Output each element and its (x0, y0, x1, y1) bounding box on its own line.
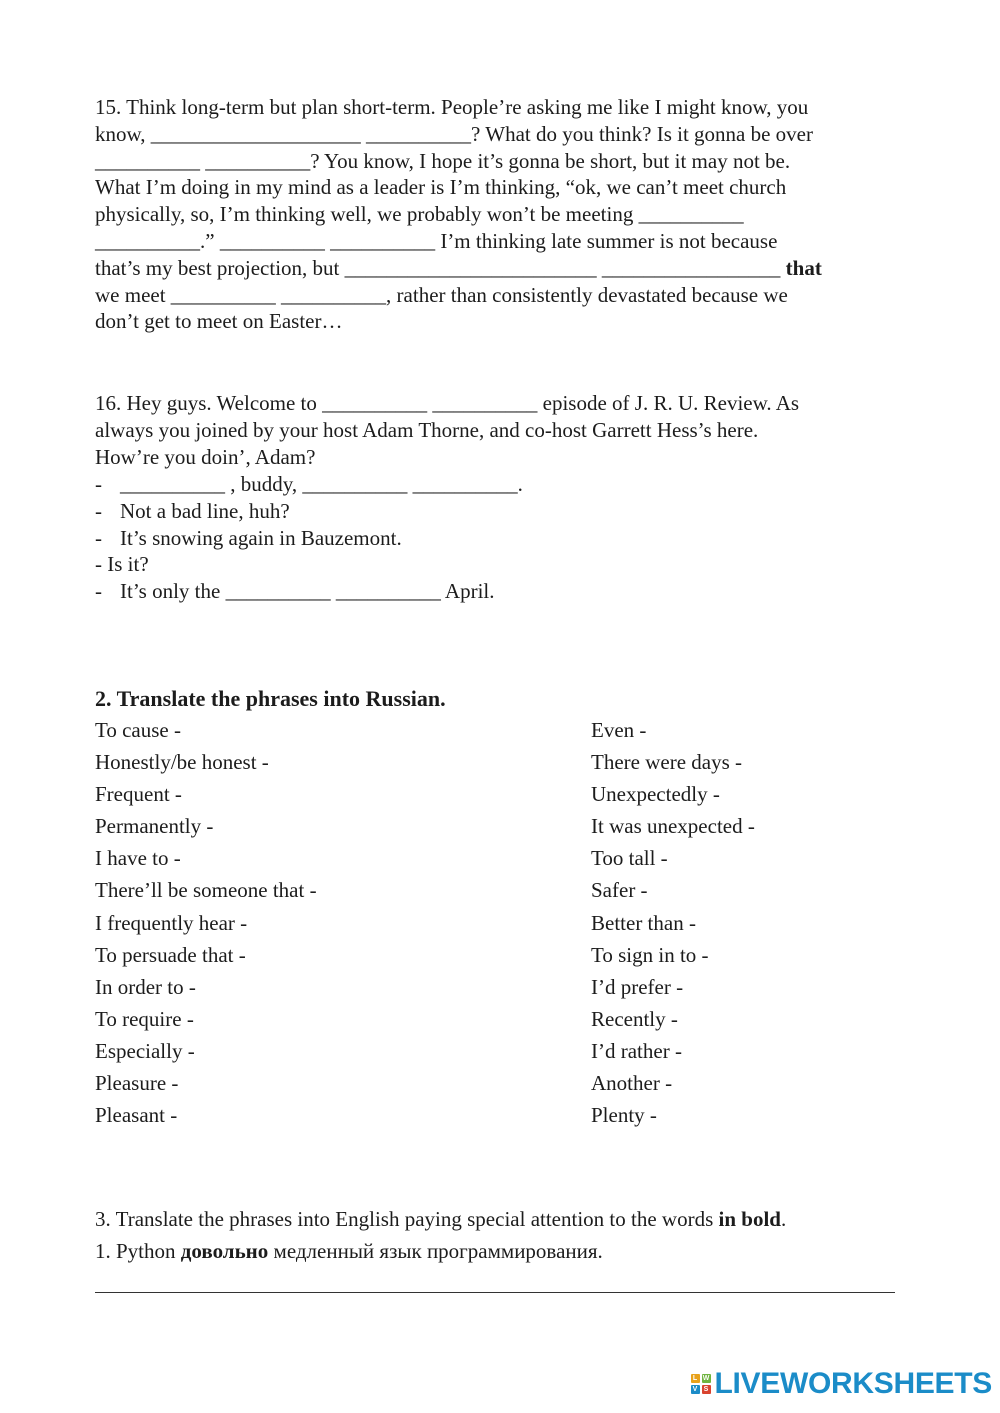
dash-marker: - (95, 472, 102, 496)
item-text-end: медленный язык программирования. (268, 1239, 603, 1263)
dash-marker: - (95, 579, 102, 604)
phrase-item: Plenty - (591, 1103, 657, 1128)
question-15 (95, 94, 905, 335)
phrase-item: To cause - (95, 718, 181, 742)
dialog-text: __________ , buddy, __________ __________. (120, 472, 523, 496)
item-bold: довольно (180, 1239, 269, 1263)
q15-line: physically, so, I’m thinking well, we probably won’t be meeting __________ (95, 202, 744, 227)
phrase-item: Permanently - (95, 814, 214, 839)
dialog-line (95, 498, 905, 525)
q16-line: 16. Hey guys. Welcome to __________ __________ episode of J. R. U. Review. As (95, 391, 800, 415)
q15-line: What I’m doing in my mind as a leader is I’m thinking, “ok, we can’t meet church (95, 175, 787, 200)
phrase-item: There were days - (591, 750, 742, 775)
dialog-line (95, 471, 905, 498)
q15-line: __________ __________? You know, I hope it’s gonna be short, but it may not be. (95, 148, 791, 173)
phrase-item: To require - (95, 1006, 194, 1031)
dialog-line (95, 525, 905, 552)
phrase-item: Too tall - (591, 846, 668, 871)
dialog-text: It’s snowing again in Bauzemont. (120, 525, 402, 550)
question-16 (95, 390, 905, 470)
phrases-left-column (95, 714, 317, 1131)
q16-dialog (95, 471, 905, 605)
q16-line: How’re you doin’, Adam? (95, 444, 316, 469)
q15-line: don’t get to meet on Easter… (95, 309, 343, 334)
item-text: 1. Python (95, 1239, 181, 1263)
phrase-item: Recently - (591, 1006, 678, 1031)
q15-line-text: that’s my best projection, but ________________________ _________________ (95, 255, 781, 280)
dialog-text: - Is it? (95, 552, 149, 577)
phrase-item: Pleasure - (95, 1071, 179, 1096)
phrase-item: Pleasant - (95, 1103, 178, 1128)
instruction-text: 3. Translate the phrases into English paying special attention to the words (95, 1207, 719, 1231)
section-3-instruction (95, 1203, 786, 1235)
logo-mark-cell: W (702, 1375, 710, 1382)
phrases-right-column (591, 714, 755, 1131)
phrase-item: Unexpectedly - (591, 782, 720, 807)
phrase-item: Honestly/be honest - (95, 750, 269, 775)
dash-marker: - (95, 498, 102, 523)
dialog-line (95, 578, 905, 605)
section-2-heading: 2. Translate the phrases into Russian. (95, 686, 446, 711)
q15-line: we meet __________ __________, rather than consistently devastated because we (95, 282, 788, 307)
phrase-item: Even - (591, 718, 647, 742)
phrase-item: To sign in to - (591, 942, 709, 967)
logo-text: LIVEWORKSHEETS (714, 1367, 992, 1400)
q15-line: __________.” __________ __________ I’m thinking late summer is not because (95, 228, 778, 253)
q15-bold-word: that (785, 255, 822, 280)
dialog-text: Not a bad line, huh? (120, 498, 290, 523)
dash-marker: - (95, 525, 102, 550)
liveworksheets-logo (691, 1367, 993, 1401)
instruction-bold: in bold (718, 1207, 781, 1231)
phrase-item: Better than - (591, 910, 696, 935)
phrase-item: I frequently hear - (95, 910, 248, 935)
phrase-item: I have to - (95, 846, 181, 871)
section-3-item-1 (95, 1235, 603, 1267)
phrase-item: Frequent - (95, 782, 182, 807)
q15-line: 15. Think long-term but plan short-term. People’re asking me like I might know, you (95, 95, 809, 119)
phrase-item: I’d prefer - (591, 974, 684, 999)
answer-line[interactable] (95, 1292, 895, 1293)
phrase-item: It was unexpected - (591, 814, 755, 839)
phrase-item: Safer - (591, 878, 648, 903)
q15-line (95, 255, 905, 282)
phrase-item: There’ll be someone that - (95, 878, 317, 903)
q15-line: know, ____________________ __________? What do you think? Is it gonna be over (95, 121, 813, 146)
logo-mark-cell: S (702, 1385, 711, 1394)
phrase-item: In order to - (95, 974, 196, 999)
phrase-item: Another - (591, 1071, 673, 1096)
instruction-end: . (780, 1207, 787, 1231)
q16-line: always you joined by your host Adam Thorne, and co-host Garrett Hess’s here. (95, 417, 759, 442)
phrase-item: I’d rather - (591, 1038, 682, 1063)
phrase-item: To persuade that - (95, 942, 246, 967)
logo-mark-icon (691, 1374, 711, 1394)
dialog-line (95, 551, 905, 578)
logo-mark-cell: L (691, 1374, 700, 1383)
dialog-text: It’s only the __________ __________ April. (120, 579, 495, 604)
logo-mark-cell: V (691, 1385, 700, 1394)
phrase-item: Especially - (95, 1038, 195, 1063)
